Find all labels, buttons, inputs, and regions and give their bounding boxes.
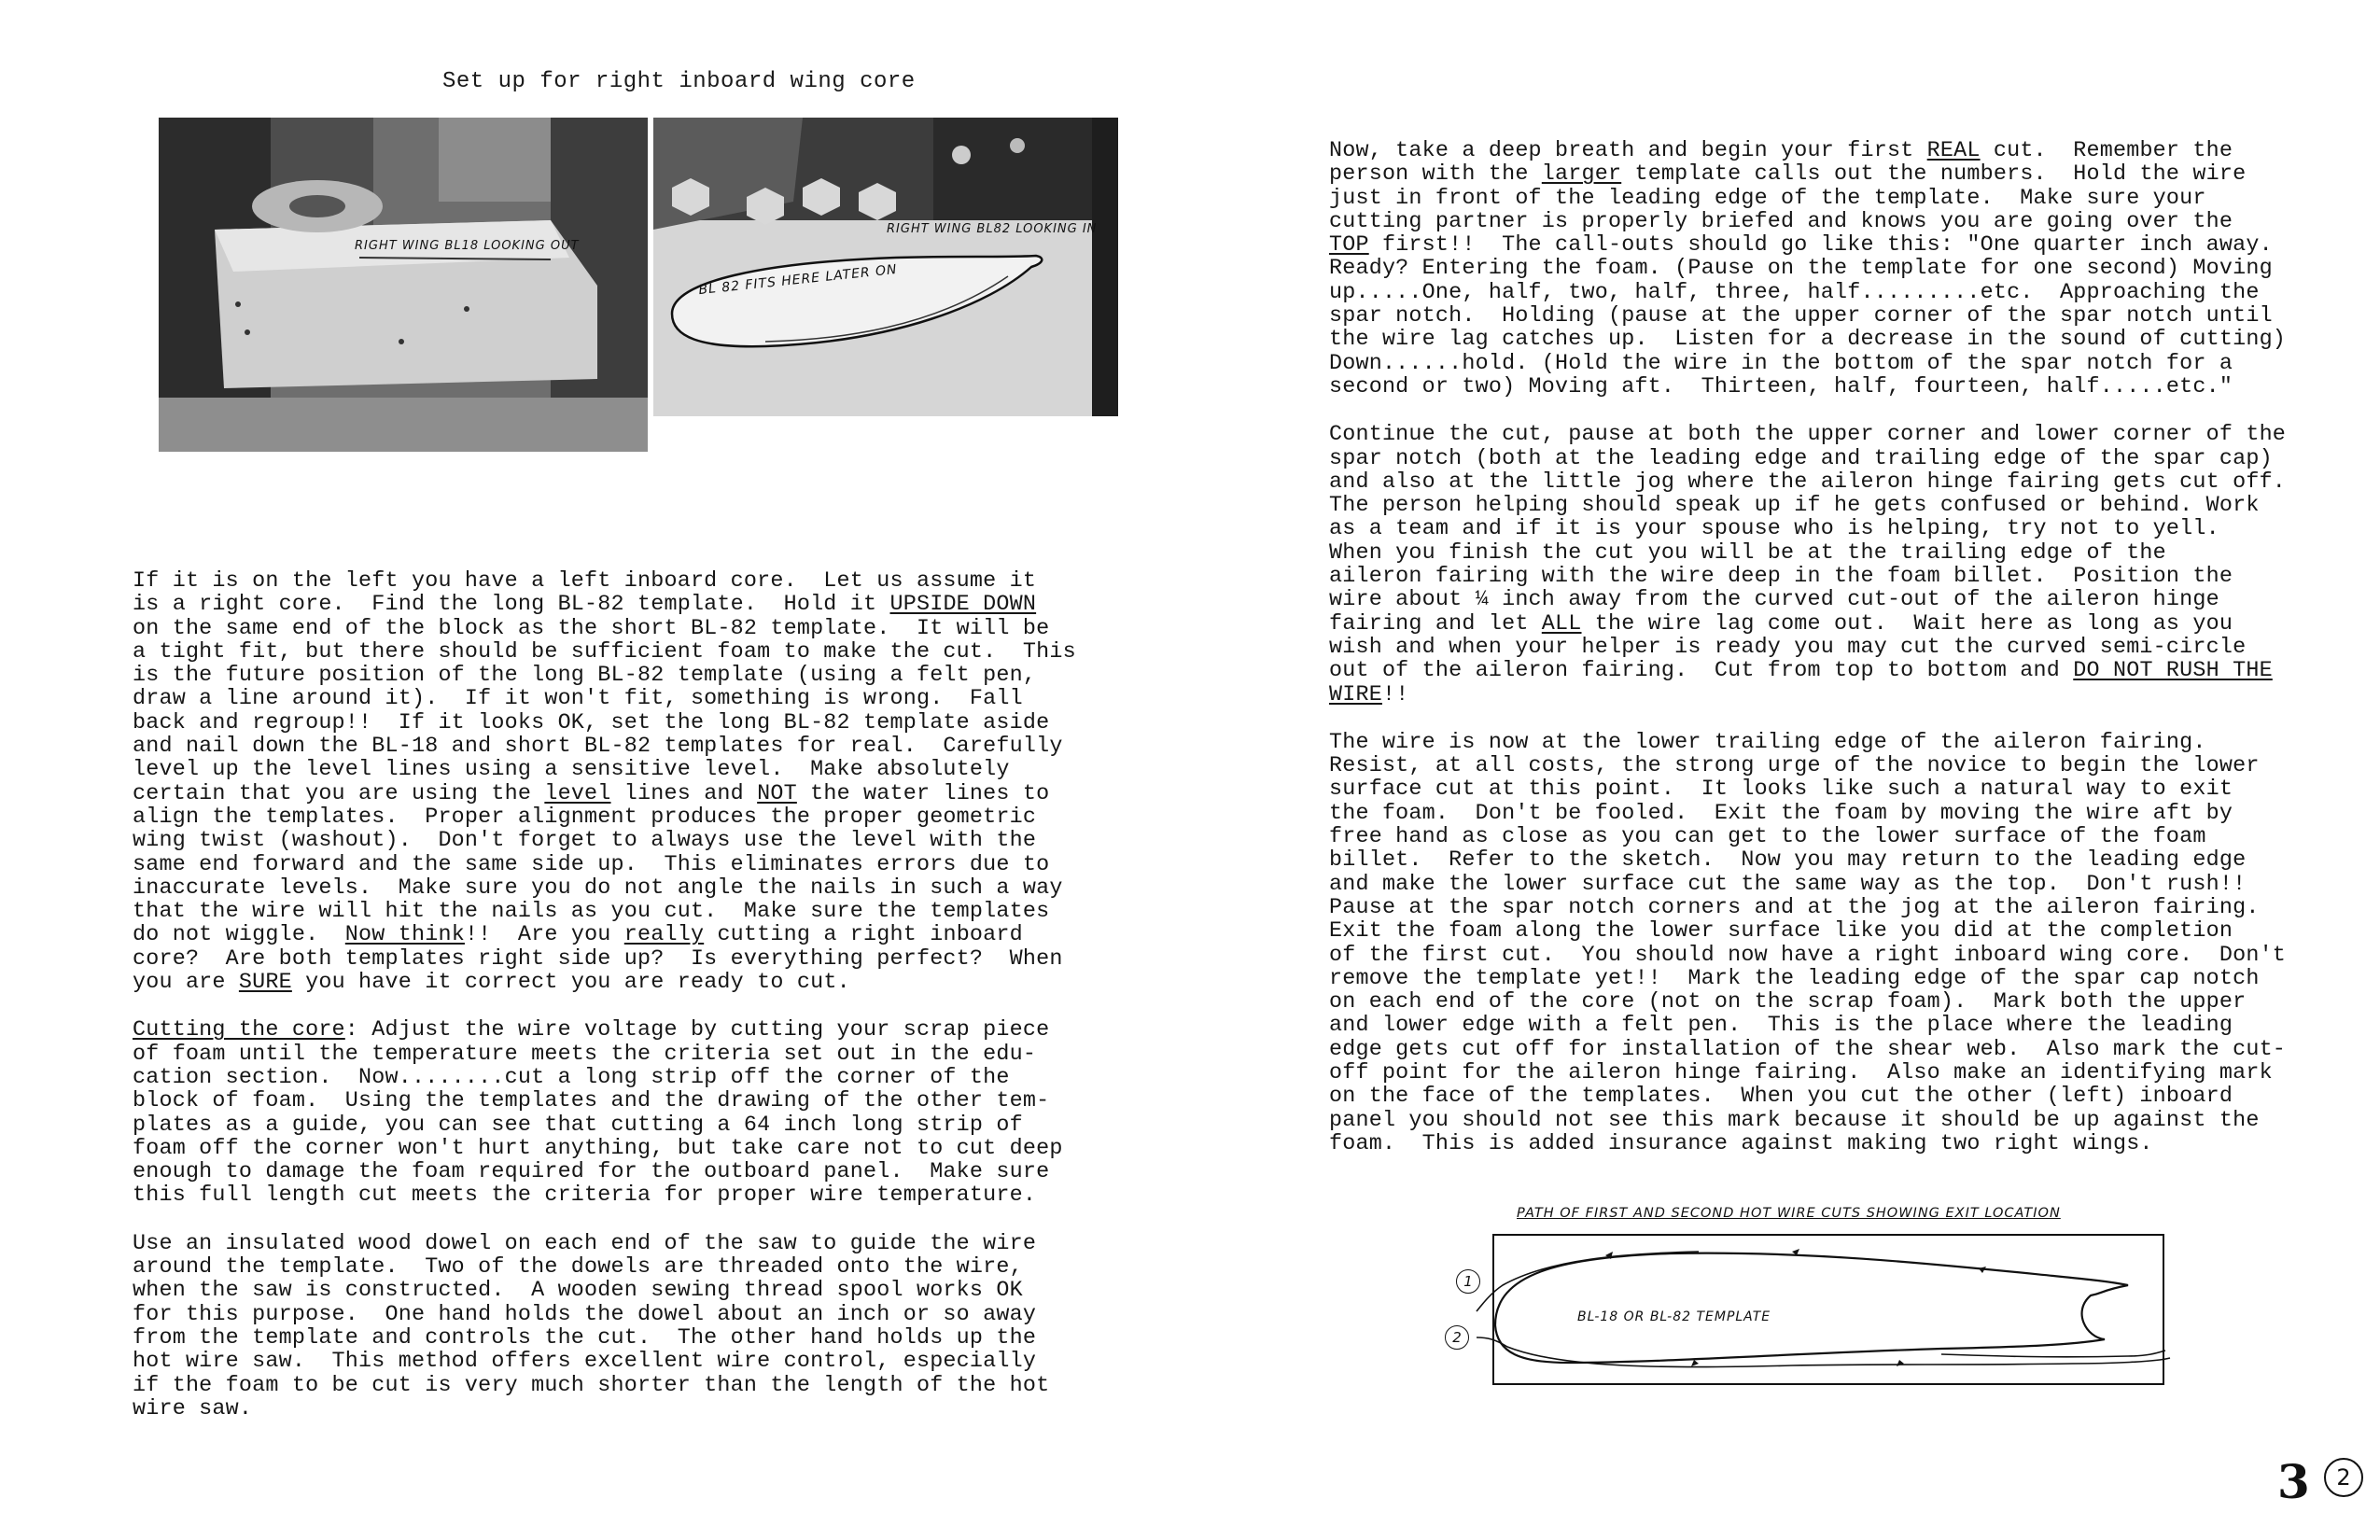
underlined-text: Now think — [344, 923, 465, 948]
text-run: Use an insulated wood dowel on each end of the saw to guide the wire — [133, 1231, 1037, 1256]
text-run: aileron fairing with the wire deep in the foam billet. Position the — [1329, 565, 2233, 590]
text-line — [1329, 613, 2286, 637]
text-run: back and regroup!! If it looks OK, set the long BL-82 template aside — [133, 710, 1050, 735]
paragraph — [133, 1233, 1076, 1421]
text-line — [1329, 1039, 2286, 1062]
paragraph — [1329, 732, 2286, 1156]
text-run: Resist, at all costs, the strong urge of the novice to begin the lower — [1329, 754, 2260, 779]
text-run: for this purpose. One hand holds the dowel about an inch or so away — [133, 1302, 1037, 1327]
text-line — [1329, 448, 2286, 471]
photo-right-panel — [653, 118, 1118, 416]
text-line — [133, 1304, 1076, 1327]
text-run: foam. This is added insurance against making two right wings. — [1329, 1131, 2153, 1156]
text-run: from the template and controls the cut. The other hand holds up the — [133, 1325, 1037, 1351]
text-run: when the saw is constructed. A wooden sewing thread spool works OK — [133, 1279, 1023, 1304]
text-line — [1329, 188, 2286, 211]
text-line — [1329, 991, 2286, 1015]
text-line — [133, 924, 1076, 947]
sketch-title: PATH OF FIRST AND SECOND HOT WIRE CUTS SHOWING EXIT LOCATION — [1517, 1206, 2061, 1221]
text-run: you have it correct you are ready to cut. — [291, 971, 850, 996]
text-line — [1329, 1062, 2286, 1085]
text-run: Exit the foam along the lower surface like you did at the completion — [1329, 919, 2233, 945]
text-run: do not wiggle. — [133, 923, 345, 948]
text-line — [133, 641, 1076, 665]
text-line — [1329, 471, 2286, 495]
text-line — [1329, 566, 2286, 589]
text-run: : Adjust the wire voltage by cutting your scrap piece — [344, 1018, 1050, 1043]
text-line — [133, 759, 1076, 782]
text-run: of foam until the temperature meets the criteria set out in the edu- — [133, 1042, 1037, 1067]
text-run: Ready? Entering the foam. (Pause on the template for one second) Moving — [1329, 257, 2273, 282]
text-line — [1329, 353, 2286, 376]
text-line — [133, 1114, 1076, 1138]
cut-marker-2: 2 — [1445, 1325, 1469, 1350]
text-run: hot wire saw. This method offers excellent wire control, especially — [133, 1350, 1037, 1375]
text-line — [1329, 897, 2286, 920]
text-run: Continue the cut, pause at both the upper corner and lower corner of the — [1329, 423, 2287, 448]
text-run: around the template. Two of the dowels are threaded onto the wire, — [133, 1255, 1023, 1281]
text-run: wish and when your helper is ready you may cut the curved semi-circle — [1329, 635, 2247, 660]
text-run: person with the — [1329, 162, 1542, 188]
text-run: is a right core. Find the long BL-82 template. Hold it — [133, 593, 890, 618]
text-run: up.....One, half, two, half, three, half.........etc. Approaching the — [1329, 280, 2260, 305]
paragraph — [1329, 424, 2286, 707]
text-line — [1329, 495, 2286, 518]
text-run: lines and — [610, 781, 758, 806]
text-line — [133, 1256, 1076, 1280]
text-line — [1329, 282, 2286, 305]
text-run: Now, take a deep breath and begin your first — [1329, 139, 1927, 163]
page-number: 3 — [2277, 1454, 2310, 1509]
paragraph — [133, 570, 1076, 995]
text-run: the water lines to — [796, 781, 1050, 806]
text-run: this full length cut meets the criteria for proper wire temperature. — [133, 1183, 1037, 1209]
text-run: and also at the little jog where the aileron hinge fairing gets cut off. — [1329, 469, 2287, 495]
text-line — [1329, 660, 2286, 683]
text-run: inaccurate levels. Make sure you do not angle the nails in such a way — [133, 875, 1063, 901]
text-run: spar notch. Holding (pause at the upper corner of the spar notch until — [1329, 304, 2273, 329]
text-line — [133, 1184, 1076, 1208]
left-text-column — [133, 570, 1076, 1421]
text-run: first!! The call-outs should go like this: "One quarter inch away. — [1368, 233, 2273, 259]
text-line — [1329, 329, 2286, 352]
photo-caption: Set up for right inboard wing core — [442, 69, 916, 94]
underlined-text: TOP — [1329, 233, 1369, 259]
text-line — [1329, 518, 2286, 541]
setup-photo — [159, 118, 1118, 452]
text-line — [133, 1043, 1076, 1067]
text-run: is the future position of the long BL-82 template (using a felt pen, — [133, 664, 1037, 689]
underlined-text: level — [544, 781, 611, 806]
text-line — [133, 618, 1076, 641]
text-run: If it is on the left you have a left inboard core. Let us assume it — [133, 569, 1037, 594]
text-line — [1329, 211, 2286, 234]
text-run: The person helping should speak up if he gets confused or behind. Work — [1329, 494, 2260, 519]
text-run: Down......hold. (Hold the wire in the bottom of the spar notch for a — [1329, 351, 2233, 376]
text-line — [1329, 637, 2286, 660]
text-run: panel you should not see this mark because it should be up against the — [1329, 1108, 2260, 1133]
text-run: wing twist (washout). Don't forget to always use the level with the — [133, 829, 1037, 854]
text-run: The wire is now at the lower trailing edge of the aileron fairing. — [1329, 730, 2206, 755]
text-line — [133, 594, 1076, 617]
text-line — [1329, 376, 2286, 399]
text-run: and make the lower surface cut the same way as the top. Don't rush!! — [1329, 872, 2247, 897]
text-run: cut. Remember the — [1980, 139, 2233, 163]
text-line — [133, 1019, 1076, 1043]
text-run: template calls out the numbers. Hold the wire — [1621, 162, 2247, 188]
text-line — [133, 1090, 1076, 1113]
underlined-text: really — [623, 923, 705, 948]
text-line — [133, 1351, 1076, 1374]
text-line — [133, 1138, 1076, 1161]
text-run: on the same end of the block as the short BL-82 template. It will be — [133, 616, 1050, 641]
underlined-text: WIRE — [1329, 682, 1382, 707]
text-line — [1329, 589, 2286, 612]
text-line — [1329, 920, 2286, 944]
underlined-text: ALL — [1541, 611, 1582, 637]
text-line — [133, 1375, 1076, 1398]
text-line — [1329, 755, 2286, 778]
text-run: off point for the aileron hinge fairing. Also make an identifying mark — [1329, 1060, 2273, 1085]
text-run: as a team and if it is your spouse who is helping, try not to yell. — [1329, 517, 2219, 542]
text-line — [1329, 826, 2286, 849]
text-line — [133, 570, 1076, 594]
page-circled-number: 2 — [2324, 1458, 2363, 1497]
text-line — [1329, 424, 2286, 447]
underlined-text: Cutting the core — [133, 1018, 345, 1043]
text-run: wire saw. — [133, 1396, 253, 1421]
text-line — [133, 877, 1076, 901]
text-line — [133, 665, 1076, 688]
text-run: When you finish the cut you will be at the trailing edge of the — [1329, 540, 2166, 566]
text-line — [1329, 163, 2286, 187]
text-run: enough to damage the foam required for the outboard panel. Make sure — [133, 1160, 1050, 1185]
underlined-text: larger — [1541, 162, 1622, 188]
text-run: spar notch (both at the leading edge and trailing edge of the spar cap) — [1329, 446, 2273, 471]
text-run: Pause at the spar notch corners and at the jog at the aileron fairing. — [1329, 895, 2260, 920]
text-line — [133, 830, 1076, 853]
text-run: and nail down the BL-18 and short BL-82 templates for real. Carefully — [133, 735, 1063, 760]
underlined-text: UPSIDE DOWN — [889, 593, 1037, 618]
text-line — [1329, 803, 2286, 826]
text-run: the wire lag come out. Wait here as long as you — [1581, 611, 2233, 637]
text-run: if the foam to be cut is very much shorter than the length of the hot — [133, 1373, 1050, 1398]
text-line — [133, 854, 1076, 877]
text-run: remove the template yet!! Mark the leading edge of the spar cap notch — [1329, 966, 2260, 991]
underlined-text: DO NOT RUSH THE — [2073, 659, 2273, 684]
text-line — [1329, 305, 2286, 329]
text-line — [1329, 140, 2286, 163]
text-run: same end forward and the same side up. This eliminates errors due to — [133, 852, 1050, 877]
photo-label-airfoil: BL 82 FITS HERE LATER ON — [697, 261, 899, 299]
text-line — [1329, 1110, 2286, 1133]
text-line — [133, 1398, 1076, 1421]
paragraph — [1329, 140, 2286, 399]
text-line — [1329, 1015, 2286, 1038]
text-line — [1329, 258, 2286, 281]
text-line — [1329, 1133, 2286, 1156]
text-run: plates as a guide, you can see that cutting a 64 inch long strip of — [133, 1113, 1023, 1138]
text-run: foam off the corner won't hurt anything, but take care not to cut deep — [133, 1136, 1063, 1161]
text-run: the foam. Don't be fooled. Exit the foam by moving the wire aft by — [1329, 801, 2233, 826]
text-line — [133, 1327, 1076, 1351]
text-run: align the templates. Proper alignment produces the proper geometric — [133, 805, 1037, 830]
text-line — [133, 735, 1076, 759]
text-run: a tight fit, but there should be sufficient foam to make the cut. This — [133, 639, 1076, 665]
text-run: of the first cut. You should now have a right inboard wing core. Don't — [1329, 943, 2287, 968]
text-line — [133, 901, 1076, 924]
text-line — [133, 1161, 1076, 1184]
text-line — [1329, 542, 2286, 566]
text-line — [133, 948, 1076, 972]
cut-marker-1: 1 — [1456, 1269, 1480, 1294]
photo-label-right: RIGHT WING BL82 LOOKING IN — [887, 222, 1098, 236]
text-line — [1329, 732, 2286, 755]
text-line — [133, 688, 1076, 711]
text-run: level up the level lines using a sensitive level. Make absolutely — [133, 758, 1010, 783]
text-run: the wire lag catches up. Listen for a decrease in the sound of cutting) — [1329, 328, 2287, 353]
text-run: you are — [133, 971, 239, 996]
text-line — [133, 806, 1076, 830]
text-line — [133, 783, 1076, 806]
text-run: !! — [1381, 682, 1409, 707]
right-text-column — [1329, 140, 2286, 1156]
photo-label-left: RIGHT WING BL18 LOOKING OUT — [355, 239, 580, 253]
paragraph — [133, 1019, 1076, 1208]
text-run: just in front of the leading edge of the template. Make sure your — [1329, 186, 2206, 211]
text-run: draw a line around it). If it won't fit, something is wrong. Fall — [133, 687, 1023, 712]
text-line — [1329, 234, 2286, 258]
text-run: cutting a right inboard — [704, 923, 1023, 948]
text-run: cutting partner is properly briefed and knows you are going over the — [1329, 209, 2233, 234]
text-run: edge gets cut off for installation of the shear web. Also mark the cut- — [1329, 1037, 2287, 1062]
text-run: free hand as close as you can get to the lower surface of the foam — [1329, 825, 2206, 850]
cut-path-second — [1477, 1337, 2170, 1367]
text-run: on the face of the templates. When you cut the other (left) inboard — [1329, 1085, 2233, 1110]
text-line — [133, 972, 1076, 995]
template-label: BL-18 OR BL-82 TEMPLATE — [1577, 1309, 1771, 1324]
text-run: wire about ¼ inch away from the curved cut-out of the aileron hinge — [1329, 588, 2219, 613]
template-outline — [1495, 1253, 2128, 1363]
text-run: fairing and let — [1329, 611, 1542, 637]
text-line — [1329, 849, 2286, 873]
text-run: cation section. Now........cut a long strip off the corner of the — [133, 1065, 1010, 1090]
text-line — [1329, 874, 2286, 897]
text-line — [133, 1280, 1076, 1303]
underlined-text: SURE — [238, 971, 292, 996]
photo-left-panel — [159, 118, 648, 452]
text-line — [133, 1233, 1076, 1256]
text-line — [1329, 778, 2286, 802]
text-run: second or two) Moving aft. Thirteen, half, fourteen, half.....etc." — [1329, 374, 2233, 399]
text-run: on each end of the core (not on the scrap foam). Mark both the upper — [1329, 990, 2247, 1015]
underlined-text: NOT — [757, 781, 797, 806]
text-line — [1329, 945, 2286, 968]
text-line — [133, 712, 1076, 735]
text-line — [1329, 968, 2286, 991]
text-run: block of foam. Using the templates and the drawing of the other tem- — [133, 1089, 1050, 1114]
text-line — [1329, 1085, 2286, 1109]
text-run: that the wire will hit the nails as you cut. Make sure the templates — [133, 900, 1050, 925]
underlined-text: REAL — [1926, 139, 1981, 163]
text-run: surface cut at this point. It looks like such a natural way to exit — [1329, 777, 2233, 803]
text-run: certain that you are using the — [133, 781, 545, 806]
text-run: !! Are you — [464, 923, 624, 948]
text-line — [133, 1067, 1076, 1090]
cut-path-sketch — [1419, 1199, 2184, 1395]
text-run: billet. Refer to the sketch. Now you may return to the leading edge — [1329, 848, 2247, 874]
text-run: and lower edge with a felt pen. This is the place where the leading — [1329, 1014, 2233, 1039]
text-run: core? Are both templates right side up? Is everything perfect? When — [133, 946, 1063, 972]
cut-path-first — [1477, 1252, 2165, 1357]
text-line — [1329, 684, 2286, 707]
text-run: out of the aileron fairing. Cut from top to bottom and — [1329, 659, 2074, 684]
